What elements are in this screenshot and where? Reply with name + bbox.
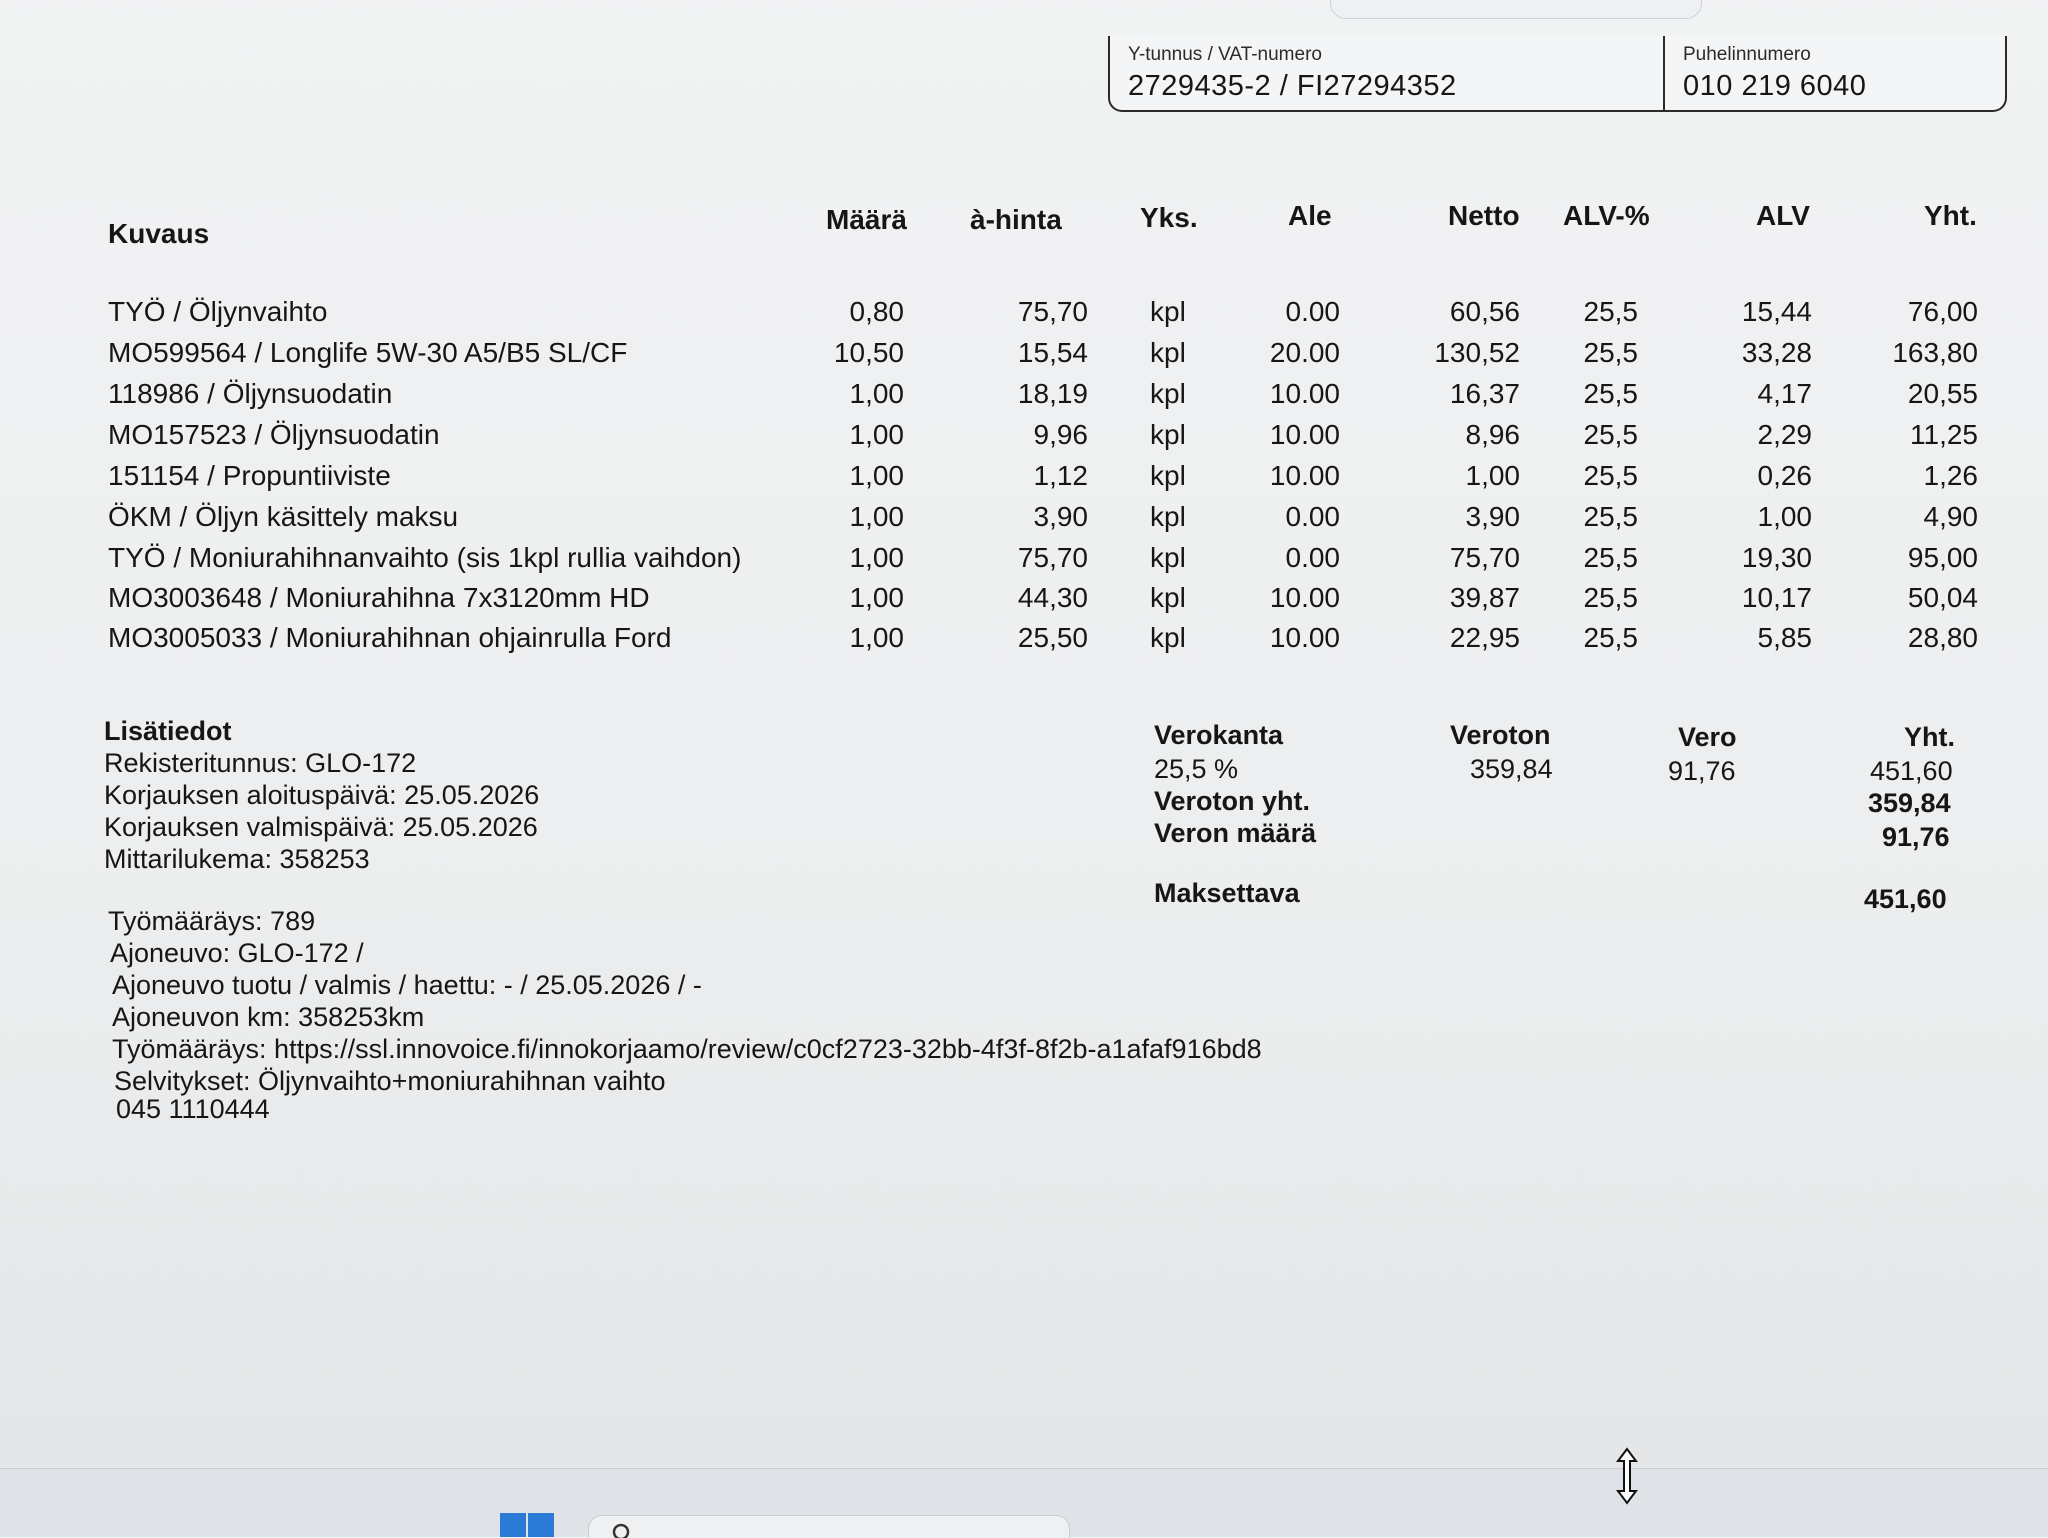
row-price: 25,50 — [1017, 622, 1088, 653]
col-header-vat-pct: ALV-% — [1563, 200, 1650, 231]
summary-col-total: Yht. — [1904, 722, 1955, 752]
row-vat-pct: 25,5 — [1583, 337, 1638, 368]
row-qty: 1,00 — [849, 501, 904, 532]
info-line: Korjauksen aloituspäivä: 25.05.2026 — [104, 780, 540, 810]
info-line: Mittarilukema: 358253 — [104, 844, 370, 874]
row-discount: 0.00 — [1285, 296, 1340, 327]
order-line: Työmääräys: 789 — [108, 906, 316, 936]
row-vat: 0,26 — [1757, 460, 1812, 491]
table-row — [0, 501, 2048, 541]
row-total: 76,00 — [1907, 296, 1978, 327]
phone-cell — [1663, 36, 1983, 110]
row-vat-pct: 25,5 — [1583, 460, 1638, 491]
row-net: 3,90 — [1465, 501, 1520, 532]
row-desc: TYÖ / Öljynvaihto — [108, 296, 328, 327]
row-vat-pct: 25,5 — [1583, 501, 1638, 532]
net-total-label: Veroton yht. — [1154, 786, 1311, 816]
table-row — [0, 542, 2048, 582]
summary-col-net: Veroton — [1450, 720, 1551, 750]
row-discount: 10.00 — [1269, 378, 1340, 409]
row-qty: 1,00 — [849, 622, 904, 653]
row-desc: MO157523 / Öljynsuodatin — [108, 419, 440, 450]
row-vat: 10,17 — [1741, 582, 1812, 613]
row-net: 130,52 — [1434, 337, 1520, 368]
vat-cell — [1128, 44, 1648, 103]
row-unit: kpl — [1150, 501, 1186, 532]
windows-start-icon[interactable] — [500, 1513, 554, 1537]
order-line: Selvitykset: Öljynvaihto+moniurahihnan vaihto — [114, 1066, 666, 1096]
summary-col-tax: Vero — [1678, 722, 1737, 752]
table-row — [0, 460, 2048, 500]
summary-col-rate: Verokanta — [1154, 720, 1284, 750]
row-discount: 10.00 — [1269, 622, 1340, 653]
col-header-vat: ALV — [1756, 200, 1810, 231]
row-desc: ÖKM / Öljyn käsittely maksu — [108, 501, 459, 532]
row-net: 39,87 — [1449, 582, 1520, 613]
row-qty: 10,50 — [833, 337, 904, 368]
col-header-net: Netto — [1448, 200, 1520, 231]
row-price: 75,70 — [1017, 542, 1088, 573]
row-total: 20,55 — [1907, 378, 1978, 409]
row-vat: 19,30 — [1741, 542, 1812, 573]
row-price: 44,30 — [1017, 582, 1088, 613]
info-line: Korjauksen valmispäivä: 25.05.2026 — [104, 812, 538, 842]
row-price: 75,70 — [1017, 296, 1088, 327]
row-net: 16,37 — [1449, 378, 1520, 409]
row-net: 60,56 — [1449, 296, 1520, 327]
row-total: 28,80 — [1907, 622, 1978, 653]
row-qty: 1,00 — [849, 419, 904, 450]
row-total: 50,04 — [1907, 582, 1978, 613]
tax-amount-label: Veron määrä — [1154, 818, 1317, 848]
row-desc: TYÖ / Moniurahihnanvaihto (sis 1kpl rullia vaihdon) — [108, 542, 742, 573]
row-total: 1,26 — [1923, 460, 1978, 491]
row-total: 11,25 — [1910, 419, 1978, 450]
row-vat: 1,00 — [1757, 501, 1812, 532]
row-unit: kpl — [1150, 419, 1186, 450]
row-discount: 0.00 — [1285, 501, 1340, 532]
row-qty: 1,00 — [849, 582, 904, 613]
browser-tab-edge — [1330, 0, 1702, 19]
col-header-price: à-hinta — [970, 204, 1062, 235]
order-link: Työmääräys: https://ssl.innovoice.fi/innokorjaamo/review/c0cf2723-32bb-4f3f-8f2b-a1afaf916bd8 — [112, 1034, 1262, 1064]
col-header-total: Yht. — [1924, 200, 1977, 231]
row-discount: 10.00 — [1269, 460, 1340, 491]
summary-rate: 25,5 % — [1154, 754, 1239, 784]
row-unit: kpl — [1150, 542, 1186, 573]
row-vat: 4,17 — [1757, 378, 1812, 409]
row-desc: MO599564 / Longlife 5W-30 A5/B5 SL/CF — [108, 337, 628, 368]
row-price: 18,19 — [1017, 378, 1088, 409]
company-info-box — [1108, 36, 2007, 112]
row-total: 4,90 — [1923, 501, 1978, 532]
row-vat: 2,29 — [1757, 419, 1812, 450]
row-vat-pct: 25,5 — [1583, 582, 1638, 613]
info-line: Rekisteritunnus: GLO-172 — [104, 748, 417, 778]
vat-label: Y-tunnus / VAT-numero — [1128, 44, 1322, 65]
row-total: 95,00 — [1907, 542, 1978, 573]
resize-cursor-icon — [1612, 1447, 1642, 1505]
row-net: 8,96 — [1465, 419, 1520, 450]
row-vat: 5,85 — [1757, 622, 1812, 653]
col-header-desc: Kuvaus — [108, 218, 210, 249]
summary-tax: 91,76 — [1668, 756, 1736, 786]
row-vat-pct: 25,5 — [1583, 419, 1638, 450]
row-net: 1,00 — [1465, 460, 1520, 491]
row-desc: 151154 / Propuntiiviste — [108, 460, 391, 491]
table-row — [0, 419, 2048, 459]
row-qty: 1,00 — [849, 378, 904, 409]
row-vat-pct: 25,5 — [1583, 296, 1638, 327]
table-row — [0, 378, 2048, 418]
table-row — [0, 622, 2048, 662]
info-title: Lisätiedot — [104, 716, 232, 746]
row-price: 1,12 — [1033, 460, 1088, 491]
row-unit: kpl — [1150, 460, 1186, 491]
row-unit: kpl — [1150, 337, 1186, 368]
summary-net: 359,84 — [1470, 754, 1553, 784]
row-vat-pct: 25,5 — [1583, 542, 1638, 573]
row-unit: kpl — [1150, 582, 1186, 613]
row-desc: MO3003648 / Moniurahihna 7x3120mm HD — [108, 582, 650, 613]
row-unit: kpl — [1150, 622, 1186, 653]
summary-total: 451,60 — [1870, 756, 1953, 786]
row-qty: 1,00 — [849, 460, 904, 491]
col-header-qty: Määrä — [826, 204, 907, 235]
row-discount: 0.00 — [1285, 542, 1340, 573]
vat-value: 2729435-2 / FI27294352 — [1128, 70, 1457, 102]
payable-label: Maksettava — [1154, 878, 1300, 908]
row-discount: 10.00 — [1269, 582, 1340, 613]
row-total: 163,80 — [1892, 337, 1978, 368]
row-qty: 1,00 — [849, 542, 904, 573]
order-line: Ajoneuvo: GLO-172 / — [110, 938, 364, 968]
row-unit: kpl — [1150, 296, 1186, 327]
payable-value: 451,60 — [1864, 884, 1947, 914]
net-total-value: 359,84 — [1868, 788, 1951, 818]
row-price: 9,96 — [1033, 419, 1088, 450]
row-unit: kpl — [1150, 378, 1186, 409]
row-qty: 0,80 — [849, 296, 904, 327]
row-desc: 118986 / Öljynsuodatin — [108, 378, 393, 409]
row-vat-pct: 25,5 — [1583, 622, 1638, 653]
row-desc: MO3005033 / Moniurahihnan ohjainrulla Ford — [108, 622, 672, 653]
taskbar — [0, 1468, 2048, 1537]
row-price: 15,54 — [1017, 337, 1088, 368]
row-vat-pct: 25,5 — [1583, 378, 1638, 409]
row-net: 75,70 — [1449, 542, 1520, 573]
table-row — [0, 296, 2048, 336]
row-discount: 20.00 — [1269, 337, 1340, 368]
table-row — [0, 582, 2048, 622]
order-line: Ajoneuvon km: 358253km — [112, 1002, 425, 1032]
phone-label: Puhelinnumero — [1683, 44, 1811, 65]
order-line: Ajoneuvo tuotu / valmis / haettu: - / 25.05.2026 / - — [112, 970, 702, 1000]
taskbar-search-box[interactable] — [588, 1515, 1070, 1538]
row-vat: 33,28 — [1741, 337, 1812, 368]
row-price: 3,90 — [1033, 501, 1088, 532]
row-vat: 15,44 — [1741, 296, 1812, 327]
table-row — [0, 337, 2048, 377]
col-header-unit: Yks. — [1140, 202, 1198, 233]
row-net: 22,95 — [1449, 622, 1520, 653]
row-discount: 10.00 — [1269, 419, 1340, 450]
phone-number: 045 1110444 — [116, 1094, 270, 1124]
col-header-discount: Ale — [1288, 200, 1332, 231]
phone-value: 010 219 6040 — [1683, 70, 1867, 102]
tax-amount-value: 91,76 — [1882, 822, 1950, 852]
